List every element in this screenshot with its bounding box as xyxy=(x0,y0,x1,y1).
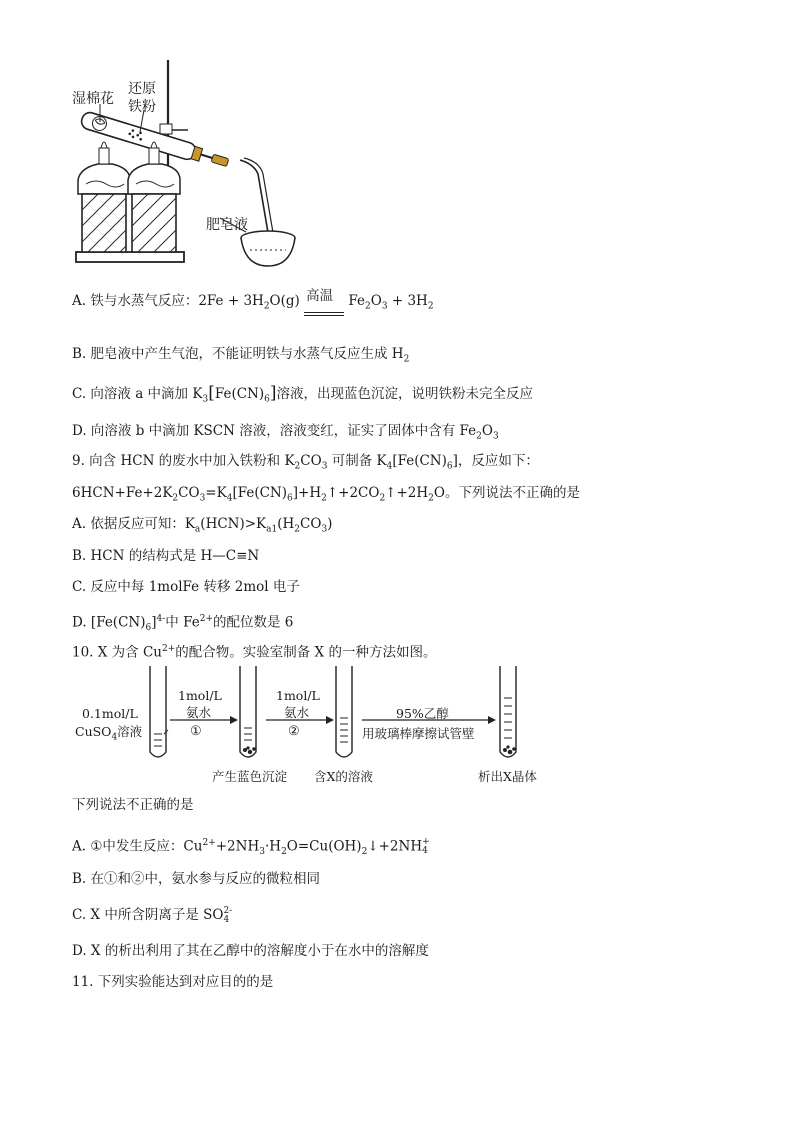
q11-stem: 11. 下列实验能达到对应目的的是 xyxy=(72,974,274,990)
q8-option-c: C. 向溶液 a 中滴加 $K_3[Fe(CN)_6]$溶液，出现蓝色沉淀，说明铁粉未完全反应 xyxy=(72,383,533,405)
label-soap-solution: 肥皂液 xyxy=(206,217,248,233)
q8-option-d: D. 向溶液 b 中滴加 KSCN 溶液，溶液变红，证实了固体中含有 $Fe_2O_3$ xyxy=(72,423,499,442)
q9-option-b: B. HCN 的结构式是 H—C≡N xyxy=(72,548,260,564)
q10-preparation-flowchart xyxy=(70,662,550,764)
step2-reagent: 氨水 xyxy=(284,705,310,720)
tube2-caption: 产生蓝色沉淀 xyxy=(212,769,288,784)
q10-option-a: A. ①中发生反应：$Cu^{2+}+2NH_3\cdot H_2O=Cu(OH)_2↓+2NH$ + 4 xyxy=(72,837,430,858)
q10-stem: 10. X 为含 $Cu^{2+}$的配合物。实验室制备 X 的一种方法如图。 xyxy=(72,644,437,661)
label-wet-cotton: 湿棉花 xyxy=(72,91,114,107)
step3-friction: 用玻璃棒摩擦试管壁 xyxy=(362,726,475,741)
q8-option-a: A. 铁与水蒸气反应：$2Fe + 3H_2O(g)$ 高温 $Fe_2O_3 + 3H_2$ xyxy=(72,292,434,316)
q9-option-d: D. $[Fe(CN)_6]^{4-}$中 $Fe^{2+}$的配位数是 6 xyxy=(72,614,294,634)
q10-option-d: D. X 的析出利用了其在乙醇中的溶解度小于在水中的溶解度 xyxy=(72,943,429,959)
q10-option-c: C. X 中所含阴离子是 SO 2- 4 xyxy=(72,905,233,925)
flow-reagent-conc: 0.1mol/L xyxy=(82,706,138,721)
label-reduced-iron-1: 还原 xyxy=(128,81,156,97)
tube4-caption: 析出X晶体 xyxy=(478,769,537,784)
step3-ethanol: 95%乙醇 xyxy=(396,706,449,721)
q10-option-b: B. 在①和②中，氨水参与反应的微粒相同 xyxy=(72,871,321,887)
flow-reagent-cuso4: CuSO$_4$溶液 xyxy=(75,724,143,743)
label-reduced-iron-2: 铁粉 xyxy=(128,99,156,115)
step1-conc: 1mol/L xyxy=(178,688,222,703)
q9-option-a: A. 依据反应可知：$K_a(HCN)>K_{a1}(H_2CO_3)$ xyxy=(72,516,333,535)
reaction-condition: 高温 xyxy=(304,305,344,316)
step1-number: ① xyxy=(190,724,202,739)
q9-equation: $6HCN+Fe+2K_2CO_3=K_4[Fe(CN)_6]+H_2↑+2CO_2↑+2H_2O$。下列说法不正确的是 xyxy=(72,485,580,504)
tube3-caption: 含X的溶液 xyxy=(314,769,373,784)
step1-reagent: 氨水 xyxy=(186,705,212,720)
step2-number: ② xyxy=(288,724,300,739)
q10-question: 下列说法不正确的是 xyxy=(72,797,194,813)
q8-option-b: B. 肥皂液中产生气泡，不能证明铁与水蒸气反应生成 $H_2$ xyxy=(72,346,410,365)
q9-stem: 9. 向含 HCN 的废水中加入铁粉和 $K_2CO_3$ 可制备 $K_4[Fe(CN)_6]$，反应如下： xyxy=(72,453,539,472)
step2-conc: 1mol/L xyxy=(276,688,320,703)
q9-option-c: C. 反应中每 1molFe 转移 2mol 电子 xyxy=(72,579,300,595)
